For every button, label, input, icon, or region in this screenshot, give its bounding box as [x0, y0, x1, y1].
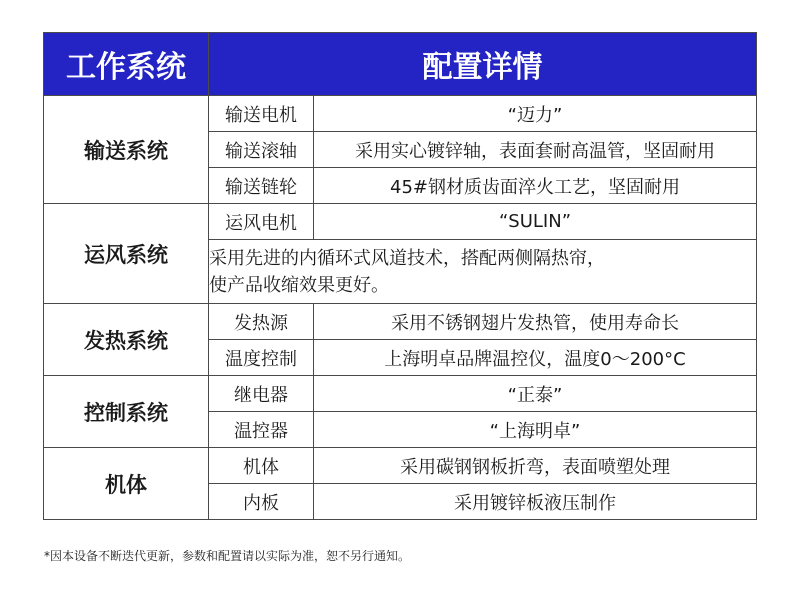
item-cell: 温控器 — [209, 412, 314, 448]
detail-cell: 采用镀锌板液压制作 — [314, 484, 757, 520]
table-row — [44, 376, 757, 412]
item-cell: 输送电机 — [209, 96, 314, 132]
item-cell: 内板 — [209, 484, 314, 520]
table-row — [44, 304, 757, 340]
item-cell: 发热源 — [209, 304, 314, 340]
air-duct-note-line-2: 使产品收缩效果更好。 — [209, 274, 389, 296]
air-duct-note-line-1: 采用先进的内循环式风道技术，搭配两侧隔热帘， — [209, 247, 605, 269]
detail-cell: “正泰” — [314, 376, 757, 412]
detail-cell: “上海明卓” — [314, 412, 757, 448]
item-cell: 温度控制 — [209, 340, 314, 376]
detail-cell: 采用碳钢钢板折弯，表面喷塑处理 — [314, 448, 757, 484]
detail-cell: 采用不锈钢翅片发热管，使用寿命长 — [314, 304, 757, 340]
group-heating-system: 发热系统 — [44, 304, 209, 376]
air-duct-note — [209, 240, 757, 304]
item-cell: 输送链轮 — [209, 168, 314, 204]
item-cell: 运风电机 — [209, 204, 314, 240]
group-body: 机体 — [44, 448, 209, 520]
detail-cell: “SULIN” — [314, 204, 757, 240]
detail-cell: 45#钢材质齿面淬火工艺，坚固耐用 — [314, 168, 757, 204]
header-config-details: 配置详情 — [209, 33, 757, 96]
group-air-system: 运风系统 — [44, 204, 209, 304]
header-row — [44, 33, 757, 96]
detail-cell: 上海明卓品牌温控仪，温度0～200°C — [314, 340, 757, 376]
detail-cell: 采用实心镀锌轴，表面套耐高温管，坚固耐用 — [314, 132, 757, 168]
footnote: *因本设备不断迭代更新，参数和配置请以实际为准，恕不另行通知。 — [44, 549, 411, 563]
item-cell: 机体 — [209, 448, 314, 484]
group-conveyor-system: 输送系统 — [44, 96, 209, 204]
header-work-system: 工作系统 — [44, 33, 209, 96]
table-row — [44, 448, 757, 484]
group-control-system: 控制系统 — [44, 376, 209, 448]
spec-table — [43, 32, 757, 520]
item-cell: 继电器 — [209, 376, 314, 412]
table-row — [44, 204, 757, 240]
table-row — [44, 96, 757, 132]
item-cell: 输送滚轴 — [209, 132, 314, 168]
detail-cell: “迈力” — [314, 96, 757, 132]
